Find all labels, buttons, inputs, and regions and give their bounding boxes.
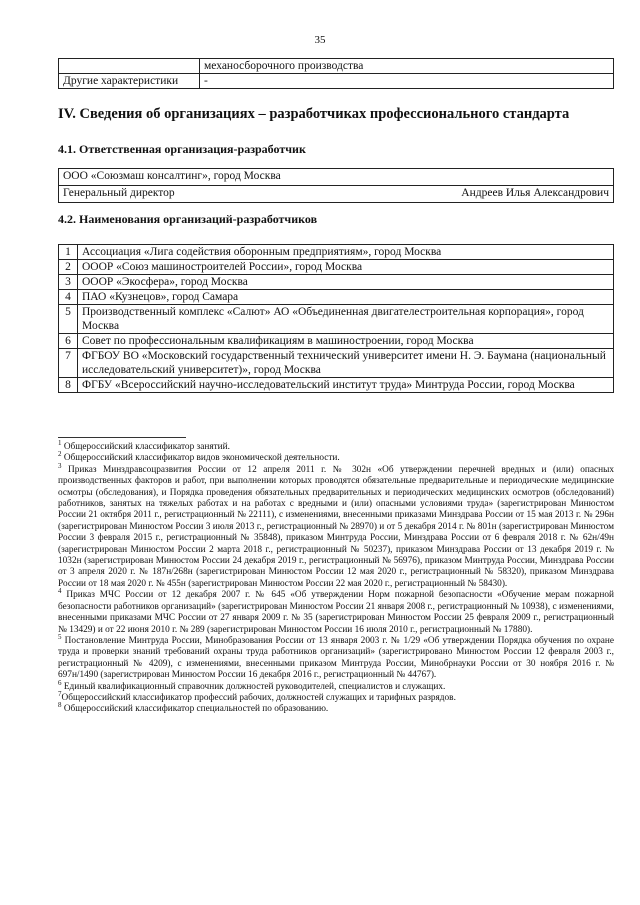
org-name: ООО «Союзмаш консалтинг», город Москва	[59, 169, 614, 186]
table-row	[59, 349, 614, 378]
table-row	[59, 275, 614, 290]
row-number: 2	[59, 260, 78, 275]
table-row	[59, 290, 614, 305]
footnote-text: Общероссийский классификатор занятий.	[63, 442, 230, 452]
organization-name: Совет по профессиональным квалификациям в машиностроении, город Москва	[78, 334, 614, 349]
footnote-text: Общероссийский классификатор профессий рабочих, должностей служащих и тарифных разрядов.	[61, 692, 456, 703]
director-cell	[59, 186, 614, 203]
footnote-text: Общероссийский классификатор специальностей по образованию.	[63, 704, 329, 715]
table-row	[59, 186, 614, 203]
developers-heading: 4.2. Наименования организаций-разработчиков	[58, 212, 318, 226]
footnote	[58, 461, 614, 590]
footnote	[58, 450, 614, 464]
organization-name: ОООР «Союз машиностроителей России», город Москва	[78, 260, 614, 275]
row-number: 4	[59, 290, 78, 305]
table-cell-value: механосборочного производства	[200, 59, 614, 74]
table-row	[59, 305, 614, 334]
developers-table	[58, 244, 614, 393]
table-row	[59, 260, 614, 275]
organization-name: Производственный комплекс «Салют» АО «Объединенная двигателестроительная корпорация», город Москва	[78, 305, 614, 334]
table-row	[59, 59, 614, 74]
footnote-number: 3	[58, 461, 62, 470]
row-number: 5	[59, 305, 78, 334]
footnote-number: 1	[58, 438, 62, 447]
footnote-number: 2	[58, 450, 62, 459]
responsible-org-table	[58, 168, 614, 203]
table-row	[59, 334, 614, 349]
organization-name: ПАО «Кузнецов», город Самара	[78, 290, 614, 305]
footnote-number: 7	[58, 689, 62, 698]
footnote-text: Общероссийский классификатор видов экономической деятельности.	[63, 453, 340, 464]
director-position: Генеральный директор	[63, 187, 175, 199]
responsible-org-heading: 4.1. Ответственная организация-разработчик	[58, 142, 306, 156]
footnote	[58, 438, 614, 453]
organization-name: ФГБУ «Всероссийский научно-исследовательский институт труда» Минтруда России, город Москва	[78, 378, 614, 393]
table-row	[59, 74, 614, 89]
footnote-text: Единый квалификационный справочник должностей руководителей, специалистов и служащих.	[63, 681, 446, 692]
organization-name: Ассоциация «Лига содействия оборонным предприятиям», город Москва	[78, 245, 614, 260]
footnote-separator	[58, 437, 186, 438]
row-number: 6	[59, 334, 78, 349]
footnote-number: 6	[58, 678, 62, 687]
characteristics-table	[58, 58, 614, 89]
footnote-text: Постановление Минтруда России, Минобразования России от 13 января 2003 г. № 1/29 «Об утверждении Порядка обучения по охране труда и проверки знаний требований охраны труда работников организаций» (зарегистрировано Минюстом России 12 февраля 2003 г., регистрационный № 4209), с изменениями, внесенными приказом Минтруда России, Минобрнауки России от 30 ноября 2016 г. № 697н/1490 (зарегистрирован Минюстом России 16 декабря 2016 г., регистрационный № 44767).	[58, 635, 614, 681]
organization-name: ОООР «Экосфера», город Москва	[78, 275, 614, 290]
section-title: IV. Сведения об организациях – разработчиках профессионального стандарта	[58, 106, 570, 122]
table-row	[59, 245, 614, 260]
director-name: Андреев Илья Александрович	[461, 187, 609, 199]
footnote-number: 5	[58, 632, 62, 641]
footnote	[58, 632, 614, 682]
table-cell-label	[59, 59, 200, 74]
footnote	[58, 587, 615, 636]
footnote	[58, 678, 614, 693]
row-number: 8	[59, 378, 78, 393]
table-cell-value: -	[200, 74, 614, 89]
row-number: 3	[59, 275, 78, 290]
table-row	[59, 378, 614, 393]
footnote-number: 8	[58, 701, 62, 710]
footnote-text: Приказ МЧС России от 12 декабря 2007 г. № 645 «Об утверждении Норм пожарной безопасности «Обучение мерам пожарной безопасности работников организаций» (зарегистрирован Минюстом России 21 января 2008 г., регистрационный № 10938), с изменениями, внесенными приказами МЧС России от 27 января 2009 г. № 35 (зарегистрирован Минюстом России 25 февраля 2009 г., регистрационный № 13429) и от 22 июня 2010 г. № 289 (зарегистрирован Минюстом России 16 июля 2010 г., регистрационный № 17880).	[58, 590, 615, 635]
row-number: 1	[59, 245, 78, 260]
footnote	[58, 689, 614, 704]
footnote-text: Приказ Минздравсоцразвития России от 12 апреля 2011 г. № 302н «Об утверждении перечней вредных и (или) опасных производственных факторов и работ, при выполнении которых проводятся обязательные предварительные и периодические медицинские осмотры (обследования), и Порядка проведения обязательных предварительных и периодических медицинских осмотров (обследований) работников, занятых на тяжелых работах и на работах с вредными и (или) опасными условиями труда» (зарегистрирован Минюстом России 21 октября 2011 г., регистрационный № 22111), с изменениями, внесенными приказами Минздрава России от 15 мая 2013 г. № 296н (зарегистрирован Минюстом России 3 июля 2013 г., регистрационный № 28970) и от 5 декабря 2014 г. № 801н (зарегистрирован Минюстом России 3 февраля 2015 г., регистрационный № 35848), приказом Минтруда России, Минздрава России от 6 февраля 2018 г. № 62н/49н (зарегистрирован Минюстом России 2 марта 2018 г., регистрационный № 50237), приказом Минздрава России от 13 декабря 2019 г. № 1032н (зарегистрирован Минюстом России 24 декабря 2019 г., регистрационный № 56976), приказом Минтруда России, Минздрава России от 3 апреля 2020 г. № 187н/268н (зарегистрирован Минюстом России 12 мая 2020 г., регистрационный № 58320), приказом Минздрава России от 18 мая 2020 г. № 455н (зарегистрирован Минюстом России 22 мая 2020 г., регистрационный № 58430).	[58, 464, 614, 589]
table-row	[59, 169, 614, 186]
footnotes	[58, 438, 615, 716]
footnote	[58, 701, 614, 715]
footnote-number: 4	[58, 587, 62, 596]
table-cell-label: Другие характеристики	[59, 74, 200, 89]
row-number: 7	[59, 349, 78, 378]
page-number: 35	[314, 34, 326, 46]
organization-name: ФГБОУ ВО «Московский государственный технический университет имени Н. Э. Баумана (национальный исследовательский университет)», город Москва	[78, 349, 614, 378]
